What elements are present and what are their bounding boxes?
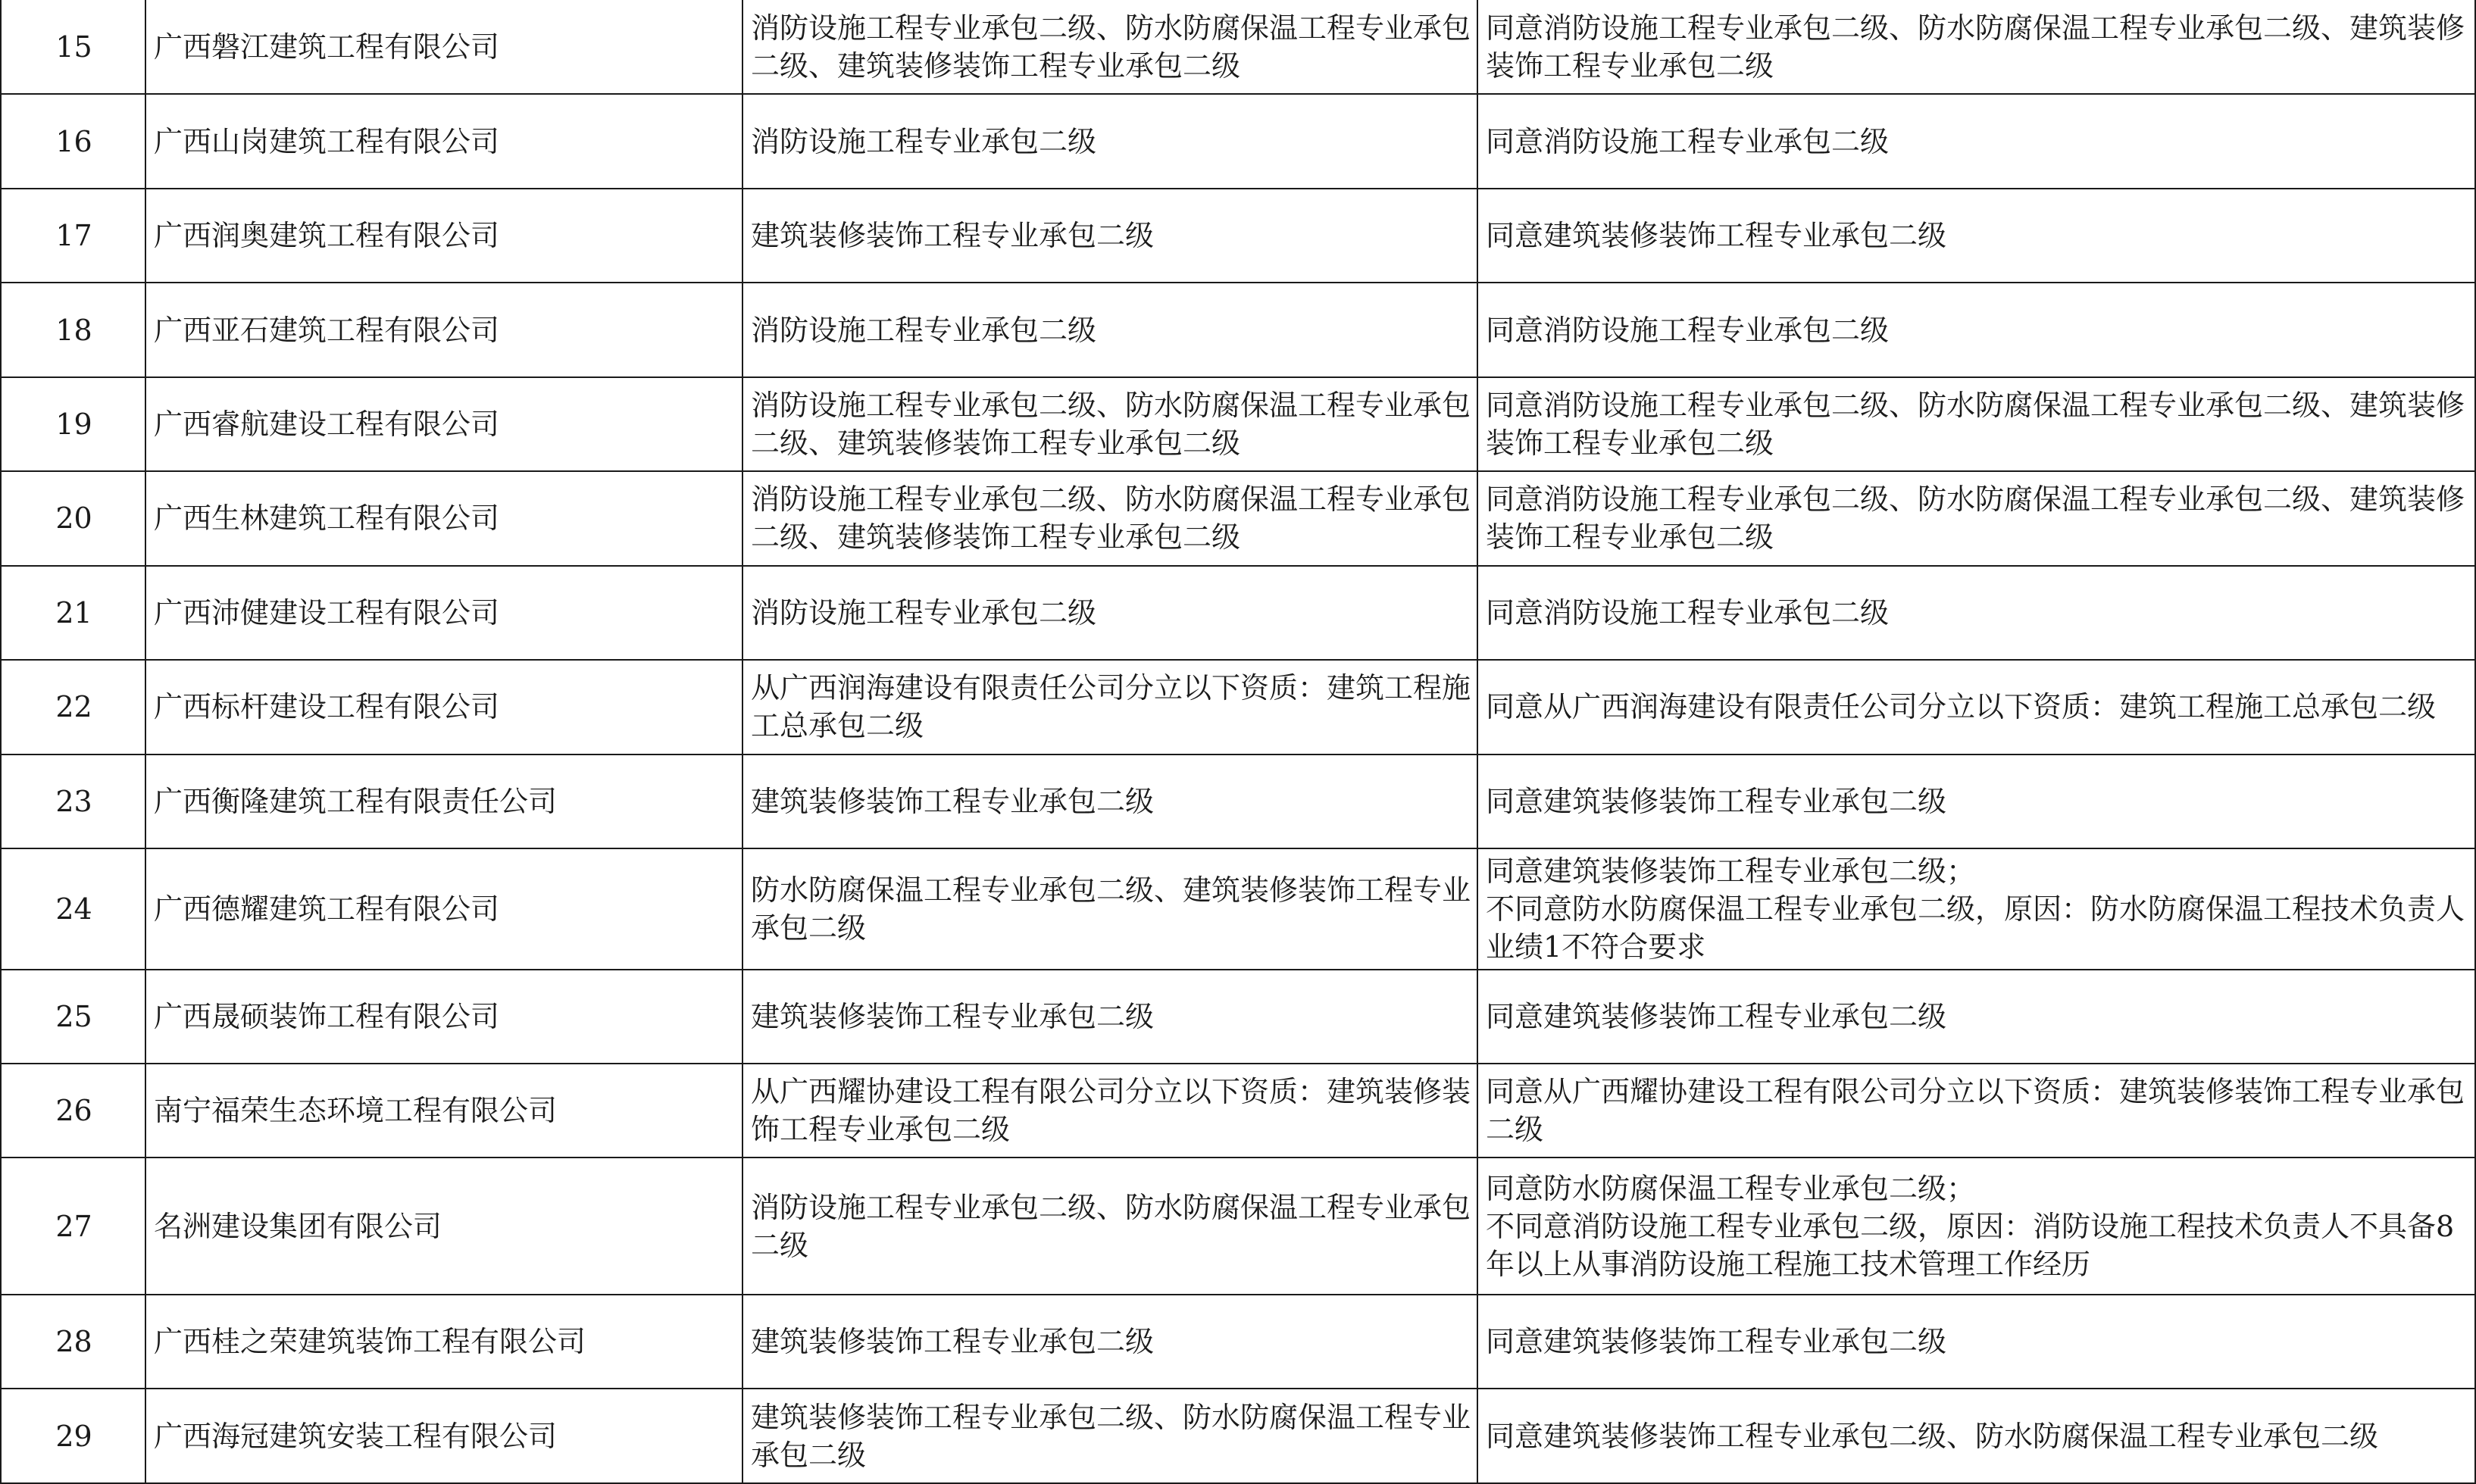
review-result-line: 同意从广西耀协建设工程有限公司分立以下资质：建筑装修装饰工程专业承包二级 [1486, 1075, 2465, 1147]
review-result [1477, 660, 2475, 754]
row-number: 18 [1, 283, 145, 376]
review-result-line: 同意消防设施工程专业承包二级、防水防腐保温工程专业承包二级、建筑装修装饰工程专业承包二级 [1486, 11, 2465, 83]
row-number: 19 [1, 377, 145, 471]
table-row [1, 1295, 2475, 1389]
company-name: 广西睿航建设工程有限公司 [145, 377, 742, 471]
row-number: 23 [1, 754, 145, 848]
row-number: 26 [1, 1064, 145, 1158]
applied-qualification: 消防设施工程专业承包二级、防水防腐保温工程专业承包二级、建筑装修装饰工程专业承包二级 [742, 377, 1477, 471]
review-result-line: 同意从广西润海建设有限责任公司分立以下资质：建筑工程施工总承包二级 [1486, 690, 2437, 724]
review-result [1477, 970, 2475, 1064]
review-result [1477, 848, 2475, 970]
review-result-line: 同意消防设施工程专业承包二级、防水防腐保温工程专业承包二级、建筑装修装饰工程专业承包二级 [1486, 483, 2465, 555]
review-result [1477, 471, 2475, 565]
table-body [1, 0, 2475, 1483]
review-result [1477, 1295, 2475, 1389]
table-row [1, 1064, 2475, 1158]
applied-qualification: 消防设施工程专业承包二级 [742, 94, 1477, 188]
company-name: 广西衡隆建筑工程有限责任公司 [145, 754, 742, 848]
review-result [1477, 1064, 2475, 1158]
review-result-line: 同意消防设施工程专业承包二级 [1486, 313, 1890, 347]
table-row [1, 283, 2475, 376]
review-result-line: 同意消防设施工程专业承包二级 [1486, 124, 1890, 158]
row-number: 24 [1, 848, 145, 970]
applied-qualification: 消防设施工程专业承包二级、防水防腐保温工程专业承包二级 [742, 1158, 1477, 1295]
applied-qualification: 从广西耀协建设工程有限公司分立以下资质：建筑装修装饰工程专业承包二级 [742, 1064, 1477, 1158]
review-result [1477, 0, 2475, 94]
table-row [1, 848, 2475, 970]
row-number: 21 [1, 566, 145, 660]
review-result-line: 同意建筑装修装饰工程专业承包二级； [1486, 854, 1976, 888]
review-result-line: 同意建筑装修装饰工程专业承包二级 [1486, 219, 1947, 253]
table-row [1, 754, 2475, 848]
company-name: 广西晟硕装饰工程有限公司 [145, 970, 742, 1064]
applied-qualification: 建筑装修装饰工程专业承包二级 [742, 970, 1477, 1064]
review-result-line: 不同意消防设施工程专业承包二级，原因：消防设施工程技术负责人不具备8年以上从事消防设施工程施工技术管理工作经历 [1486, 1209, 2455, 1281]
row-number: 15 [1, 0, 145, 94]
table-row [1, 1158, 2475, 1295]
table-row [1, 0, 2475, 94]
review-result-line: 同意消防设施工程专业承包二级、防水防腐保温工程专业承包二级、建筑装修装饰工程专业承包二级 [1486, 388, 2465, 460]
table-row [1, 94, 2475, 188]
company-name: 广西山岗建筑工程有限公司 [145, 94, 742, 188]
table-row [1, 970, 2475, 1064]
company-name: 广西标杆建设工程有限公司 [145, 660, 742, 754]
review-result [1477, 94, 2475, 188]
review-result-line: 同意建筑装修装饰工程专业承包二级 [1486, 784, 1947, 818]
company-name: 名洲建设集团有限公司 [145, 1158, 742, 1295]
company-name: 南宁福荣生态环境工程有限公司 [145, 1064, 742, 1158]
row-number: 28 [1, 1295, 145, 1389]
row-number: 16 [1, 94, 145, 188]
row-number: 25 [1, 970, 145, 1064]
applied-qualification: 建筑装修装饰工程专业承包二级 [742, 1295, 1477, 1389]
review-result-line: 同意防水防腐保温工程专业承包二级； [1486, 1171, 1976, 1205]
table-row [1, 471, 2475, 565]
table-row [1, 1389, 2475, 1483]
review-result [1477, 566, 2475, 660]
company-name: 广西桂之荣建筑装饰工程有限公司 [145, 1295, 742, 1389]
review-result [1477, 377, 2475, 471]
company-name: 广西润奥建筑工程有限公司 [145, 189, 742, 283]
review-result [1477, 189, 2475, 283]
company-name: 广西德耀建筑工程有限公司 [145, 848, 742, 970]
company-name: 广西沛健建设工程有限公司 [145, 566, 742, 660]
company-name: 广西磐江建筑工程有限公司 [145, 0, 742, 94]
review-result [1477, 1389, 2475, 1483]
applied-qualification: 消防设施工程专业承包二级、防水防腐保温工程专业承包二级、建筑装修装饰工程专业承包二级 [742, 0, 1477, 94]
company-name: 广西生林建筑工程有限公司 [145, 471, 742, 565]
applied-qualification: 建筑装修装饰工程专业承包二级 [742, 189, 1477, 283]
table-row [1, 566, 2475, 660]
applied-qualification: 消防设施工程专业承包二级、防水防腐保温工程专业承包二级、建筑装修装饰工程专业承包二级 [742, 471, 1477, 565]
applied-qualification: 消防设施工程专业承包二级 [742, 566, 1477, 660]
review-result [1477, 754, 2475, 848]
applied-qualification: 建筑装修装饰工程专业承包二级 [742, 754, 1477, 848]
review-result-line: 同意建筑装修装饰工程专业承包二级 [1486, 999, 1947, 1033]
table-row [1, 189, 2475, 283]
applied-qualification: 消防设施工程专业承包二级 [742, 283, 1477, 376]
review-result-line: 同意建筑装修装饰工程专业承包二级、防水防腐保温工程专业承包二级 [1486, 1419, 2379, 1453]
table-row [1, 377, 2475, 471]
applied-qualification: 建筑装修装饰工程专业承包二级、防水防腐保温工程专业承包二级 [742, 1389, 1477, 1483]
table-row [1, 660, 2475, 754]
review-result [1477, 283, 2475, 376]
review-result-line: 同意建筑装修装饰工程专业承包二级 [1486, 1325, 1947, 1359]
row-number: 22 [1, 660, 145, 754]
row-number: 17 [1, 189, 145, 283]
applied-qualification: 从广西润海建设有限责任公司分立以下资质：建筑工程施工总承包二级 [742, 660, 1477, 754]
row-number: 27 [1, 1158, 145, 1295]
company-name: 广西亚石建筑工程有限公司 [145, 283, 742, 376]
row-number: 20 [1, 471, 145, 565]
review-result [1477, 1158, 2475, 1295]
review-result-line: 不同意防水防腐保温工程专业承包二级，原因：防水防腐保温工程技术负责人业绩1不符合要求 [1486, 892, 2465, 964]
applied-qualification: 防水防腐保温工程专业承包二级、建筑装修装饰工程专业承包二级 [742, 848, 1477, 970]
company-name: 广西海冠建筑安装工程有限公司 [145, 1389, 742, 1483]
row-number: 29 [1, 1389, 145, 1483]
review-result-line: 同意消防设施工程专业承包二级 [1486, 595, 1890, 630]
